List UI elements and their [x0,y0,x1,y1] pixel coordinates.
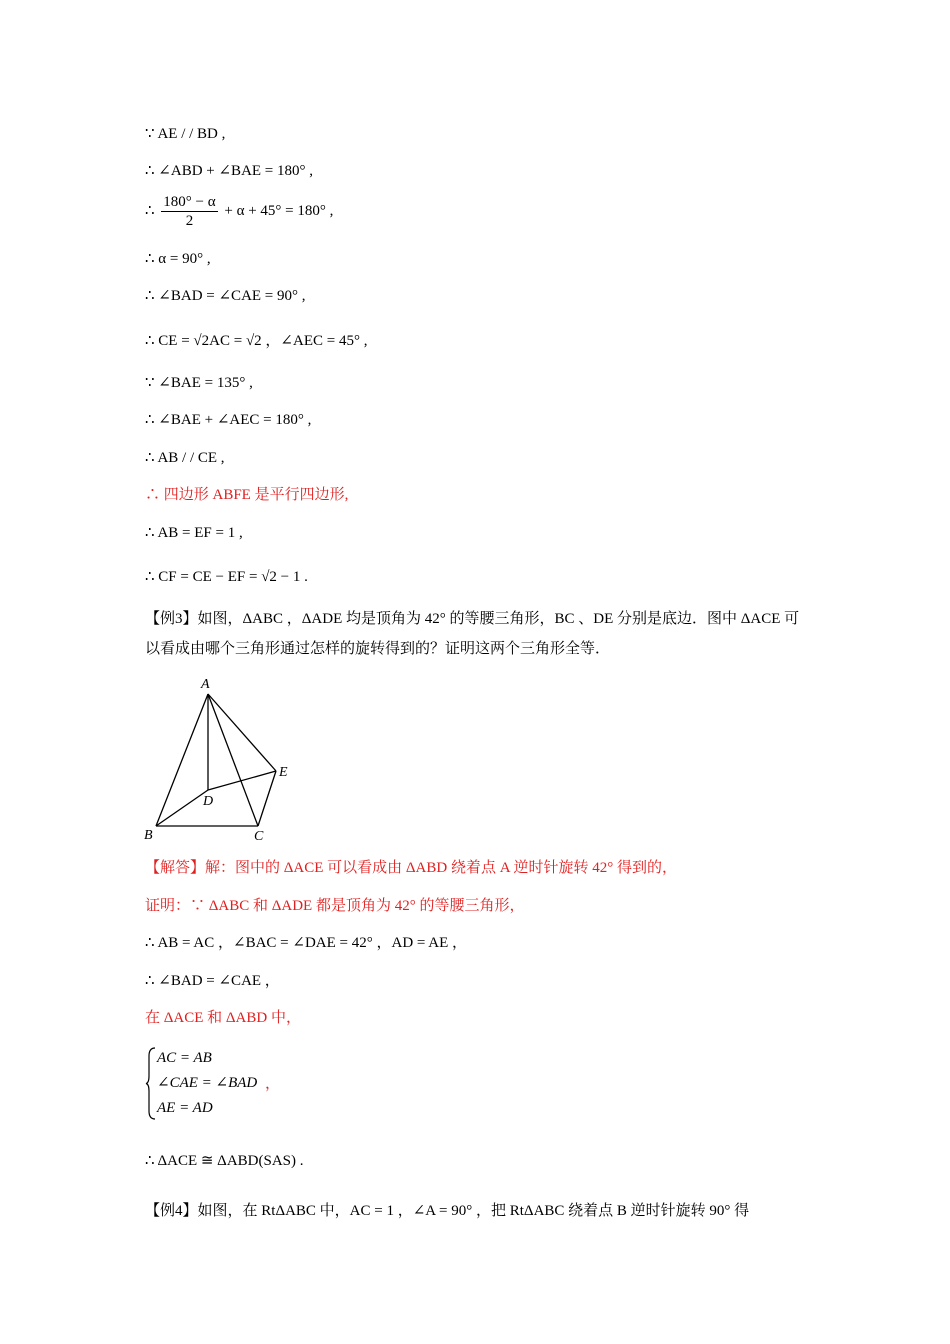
example3-label: 【例3】 [145,611,198,627]
segment-CE [258,771,276,826]
example4-problem [145,1196,810,1226]
segment-DE [208,771,276,790]
proof-line-3: ∴ $\frac{180^\circ - \alpha}{2}$ + α + 45° = 180° , [145,194,334,229]
label-B: B [144,828,153,843]
triangle-figure [140,674,300,844]
label-E: E [279,765,288,780]
solution-line-1 [145,858,677,878]
example4-label: 【例4】 [145,1203,198,1219]
system-row-3: AE = AD [157,1100,213,1116]
example4-text: 如图，在 RtΔABC 中，AC = 1 ，∠A = 90° ，把 RtΔABC 绕着点 B 逆时针旋转 90° 得 [197,1203,750,1219]
segment-AC [208,694,258,826]
solution-text-1: 解：图中的 ΔACE 可以看成由 ΔABD 绕着点 A 逆时针旋转 42° 得到的， [205,860,677,876]
proof-line-4: ∴ α = 90° , [145,251,211,267]
fraction-denominator: 2 [185,213,194,229]
proof-line-8: ∴ ∠BAE + ∠AEC = 180° , [145,412,312,428]
brace-icon [145,1046,157,1121]
solution-line-4: ∴ ∠BAD = ∠CAE ， [145,973,280,989]
label-D: D [203,794,214,809]
proof-line-1: ∵ AE / / BD , [145,126,226,142]
proof-line-7: ∵ ∠BAE = 135° , [145,375,253,391]
proof-line-2: ∴ ∠ABD + ∠BAE = 180° , [145,163,314,179]
proof-line-10: ∴ 四边形 ABFE 是平行四边形, [145,487,349,503]
label-C: C [254,829,264,844]
solution-line-3: ∴ AB = AC ，∠BAC = ∠DAE = 42° ，AD = AE ， [145,935,468,951]
solution-line-2: 证明：∵ ΔABC 和 ΔADE 都是顶角为 42° 的等腰三角形， [145,898,525,914]
segment-AB [156,694,208,826]
proof-line-3-rest: + α + 45° = 180° , [224,202,334,219]
example3-text: 如图，ΔABC ，ΔADE 均是顶角为 42° 的等腰三角形，BC 、DE 分别是底边．图中 ΔACE 可以看成由哪个三角形通过怎样的旋转得到的？证明这两个三角形全等． [145,611,800,657]
proof-line-9: ∴ AB / / CE , [145,450,225,466]
segment-BD [156,790,208,826]
proof-line-12: ∴ CF = CE − EF = √2 − 1 . [145,569,308,585]
fraction-numerator: 180° − α [163,194,216,210]
segment-AE [208,694,276,771]
example3-problem [145,604,810,664]
solution-conclusion: ∴ ΔACE ≅ ΔABD(SAS) . [145,1153,304,1169]
proof-line-5: ∴ ∠BAD = ∠CAE = 90° , [145,288,306,304]
proof-line-6: ∴ CE = √2AC = √2 ，∠AEC = 45° , [145,333,368,349]
proof-line-11: ∴ AB = EF = 1 , [145,525,243,541]
system-comma: ， [265,1076,281,1092]
fraction [161,193,217,230]
system-row-2: ∠CAE = ∠BAD [157,1075,258,1091]
system-row-1: AC = AB [157,1050,212,1066]
solution-line-5: 在 ΔACE 和 ΔABD 中， [145,1010,301,1026]
solution-label: 【解答】 [145,860,206,876]
label-A: A [201,677,210,692]
